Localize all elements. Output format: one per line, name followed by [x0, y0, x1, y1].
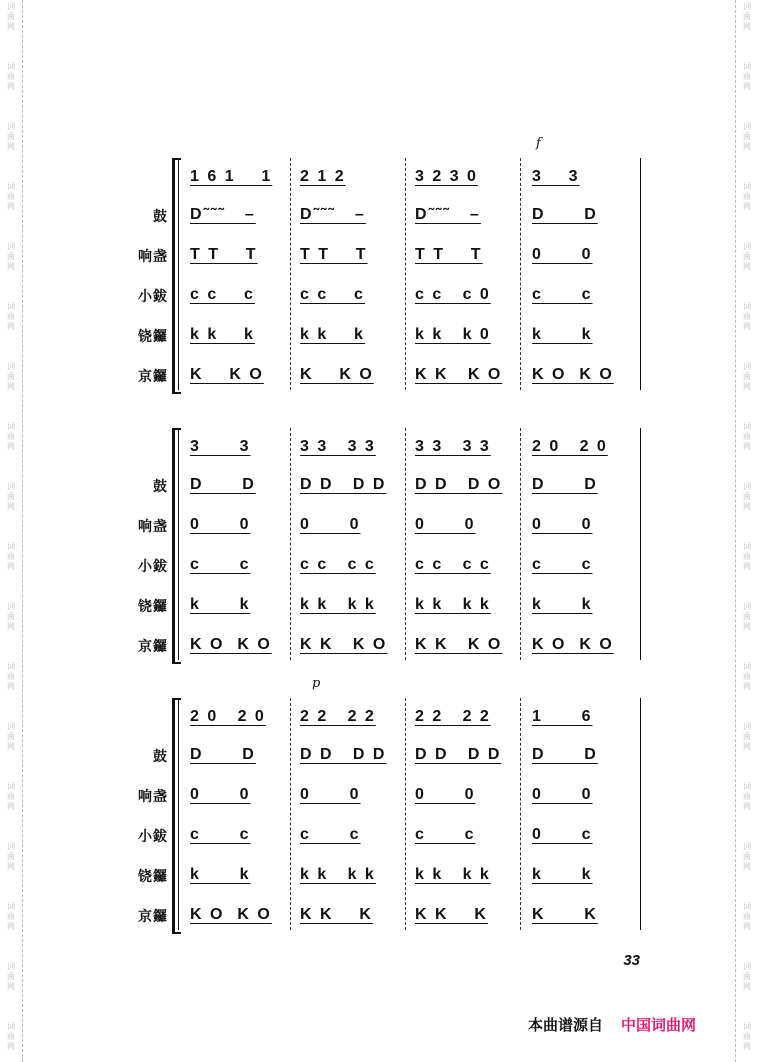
melody-measure: 1 6 [532, 708, 593, 725]
watermark-glyph-group: 词 曲 网 [7, 782, 15, 811]
instrument-label: 小鈸 [138, 829, 168, 845]
system-brace [172, 158, 181, 394]
watermark-glyph-group: 词 曲 网 [743, 662, 751, 691]
melody-measure: 2 0 2 0 [190, 708, 266, 725]
watermark-glyph-group: 词 曲 网 [7, 722, 15, 751]
watermark-glyph-group: 词 曲 网 [7, 362, 15, 391]
percussion-measure: c c c c [300, 556, 376, 573]
percussion-measure: 0 0 [190, 516, 251, 533]
percussion-measure: 0 0 [532, 786, 593, 803]
source-label: 本曲谱源自 [528, 1016, 604, 1034]
percussion-measure: K K K O [415, 366, 503, 383]
system-brace [172, 428, 181, 664]
barline [405, 158, 406, 390]
instrument-label: 响盏 [138, 519, 168, 535]
percussion-measure: c c [190, 826, 251, 843]
percussion-measure: K K K O [415, 636, 503, 653]
watermark-glyph-group: 词 曲 网 [7, 422, 15, 451]
percussion-measure: k k k k [300, 866, 376, 883]
percussion-measure: D D D D [300, 746, 387, 763]
percussion-measure: k k k k [415, 866, 491, 883]
percussion-measure: k k [532, 596, 593, 613]
melody-measure: 2 2 2 2 [300, 708, 376, 725]
percussion-measure: 0 0 [415, 786, 476, 803]
watermark-glyph-group: 词 曲 网 [743, 242, 751, 271]
barline [290, 428, 291, 660]
dynamic-marking: f [536, 136, 541, 151]
watermark-glyph-group: 词 曲 网 [7, 842, 15, 871]
percussion-measure: D D D D [300, 476, 387, 493]
percussion-measure: K O K O [532, 366, 614, 383]
instrument-label: 鼓 [153, 749, 168, 765]
percussion-measure: K K O [190, 366, 264, 383]
percussion-measure: k k k [190, 326, 255, 343]
instrument-label: 铙鑼 [138, 329, 168, 345]
percussion-measure: K K [532, 906, 598, 923]
watermark-glyph-group: 词 曲 网 [7, 302, 15, 331]
instrument-label: 小鈸 [138, 559, 168, 575]
percussion-measure: K K K [300, 906, 373, 923]
melody-measure: 2 0 2 0 [532, 438, 608, 455]
barline [405, 428, 406, 660]
percussion-measure: T T T [415, 246, 483, 263]
melody-measure: 3 3 [532, 168, 580, 185]
percussion-measure: K O K O [190, 636, 272, 653]
melody-measure: 1 6 1 1 [190, 168, 273, 185]
melody-measure: 3 3 [190, 438, 251, 455]
percussion-measure: c c c c [415, 556, 491, 573]
percussion-measure: T T T [300, 246, 368, 263]
percussion-measure: k k k k [300, 596, 376, 613]
watermark-glyph-group: 词 曲 网 [7, 242, 15, 271]
watermark-glyph-group: 词 曲 网 [743, 2, 751, 31]
barline [405, 698, 406, 930]
source-site-link[interactable]: 中国词曲网 [621, 1016, 697, 1034]
barline [178, 428, 179, 660]
watermark-glyph-group: 词 曲 网 [7, 482, 15, 511]
percussion-measure: D D D O [415, 476, 503, 493]
watermark-glyph-group: 词 曲 网 [7, 542, 15, 571]
watermark-glyph-group: 词 曲 网 [743, 722, 751, 751]
percussion-measure: K O K O [532, 636, 614, 653]
watermark-glyph-group: 词 曲 网 [7, 902, 15, 931]
percussion-measure: k k [190, 866, 251, 883]
percussion-measure: D D [532, 746, 598, 763]
watermark-glyph-group: 词 曲 网 [743, 842, 751, 871]
percussion-measure: D D [190, 476, 256, 493]
percussion-measure: k k [532, 326, 593, 343]
watermark-glyph-group: 词 曲 网 [743, 122, 751, 151]
percussion-measure: D D [532, 476, 598, 493]
percussion-measure: 0 0 [190, 786, 251, 803]
instrument-label: 京鑼 [138, 909, 168, 925]
watermark-glyph-group: 词 曲 网 [7, 1022, 15, 1051]
barline [520, 428, 521, 660]
percussion-measure: c c c [300, 286, 365, 303]
instrument-label: 京鑼 [138, 369, 168, 385]
watermark-glyph-group: 词 曲 网 [743, 362, 751, 391]
instrument-label: 京鑼 [138, 639, 168, 655]
barline [290, 698, 291, 930]
source-attribution [528, 1014, 696, 1035]
watermark-glyph-group: 词 曲 网 [743, 782, 751, 811]
barline [640, 428, 641, 660]
page-number: 33 [623, 952, 640, 969]
melody-measure: 3 2 3 0 [415, 168, 478, 185]
system-brace [172, 698, 181, 934]
barline [178, 158, 179, 390]
percussion-measure: k k [190, 596, 251, 613]
percussion-measure: D˜˜˜ – [190, 206, 256, 223]
barline [640, 158, 641, 390]
instrument-label: 响盏 [138, 789, 168, 805]
percussion-measure: c c [532, 556, 593, 573]
percussion-measure: c c [532, 286, 593, 303]
instrument-label: 铙鑼 [138, 869, 168, 885]
percussion-measure: D˜˜˜ – [415, 206, 481, 223]
instrument-label: 鼓 [153, 209, 168, 225]
percussion-measure: D˜˜˜ – [300, 206, 366, 223]
melody-measure: 2 1 2 [300, 168, 346, 185]
watermark-glyph-group: 词 曲 网 [743, 62, 751, 91]
percussion-measure: c c [190, 556, 251, 573]
watermark-glyph-group: 词 曲 网 [7, 662, 15, 691]
percussion-measure: k k k [300, 326, 365, 343]
instrument-label: 小鈸 [138, 289, 168, 305]
watermark-glyph-group: 词 曲 网 [743, 1022, 751, 1051]
percussion-measure: D D [532, 206, 598, 223]
watermark-glyph-group: 词 曲 网 [743, 602, 751, 631]
right-watermark-strip [735, 0, 760, 1062]
watermark-glyph-group: 词 曲 网 [743, 182, 751, 211]
watermark-glyph-group: 词 曲 网 [7, 62, 15, 91]
percussion-measure: c c c [190, 286, 255, 303]
percussion-measure: K K K [415, 906, 488, 923]
barline [520, 698, 521, 930]
barline [178, 698, 179, 930]
percussion-measure: c c c 0 [415, 286, 491, 303]
percussion-measure: k k [532, 866, 593, 883]
watermark-glyph-group: 词 曲 网 [743, 302, 751, 331]
percussion-measure: K K K O [300, 636, 388, 653]
watermark-glyph-group: 词 曲 网 [743, 902, 751, 931]
percussion-measure: K K O [300, 366, 374, 383]
percussion-measure: 0 0 [300, 516, 361, 533]
percussion-measure: D D [190, 746, 256, 763]
percussion-measure: k k k k [415, 596, 491, 613]
barline [290, 158, 291, 390]
watermark-glyph-group: 词 曲 网 [743, 422, 751, 451]
barline [640, 698, 641, 930]
instrument-label: 铙鑼 [138, 599, 168, 615]
percussion-measure: 0 0 [415, 516, 476, 533]
watermark-glyph-group: 词 曲 网 [7, 2, 15, 31]
percussion-measure: D D D D [415, 746, 502, 763]
watermark-glyph-group: 词 曲 网 [7, 602, 15, 631]
percussion-measure: T T T [190, 246, 258, 263]
percussion-measure: 0 0 [300, 786, 361, 803]
melody-measure: 3 3 3 3 [300, 438, 376, 455]
left-watermark-strip [0, 0, 23, 1062]
melody-measure: 2 2 2 2 [415, 708, 491, 725]
melody-measure: 3 3 3 3 [415, 438, 491, 455]
watermark-glyph-group: 词 曲 网 [743, 962, 751, 991]
percussion-measure: 0 c [532, 826, 593, 843]
percussion-measure: 0 0 [532, 246, 593, 263]
watermark-glyph-group: 词 曲 网 [743, 542, 751, 571]
instrument-label: 响盏 [138, 249, 168, 265]
percussion-measure: 0 0 [532, 516, 593, 533]
percussion-measure: k k k 0 [415, 326, 491, 343]
watermark-glyph-group: 词 曲 网 [743, 482, 751, 511]
dynamic-marking: p [312, 676, 321, 691]
instrument-label: 鼓 [153, 479, 168, 495]
percussion-measure: K O K O [190, 906, 272, 923]
barline [520, 158, 521, 390]
percussion-measure: c c [300, 826, 361, 843]
watermark-glyph-group: 词 曲 网 [7, 962, 15, 991]
watermark-glyph-group: 词 曲 网 [7, 122, 15, 151]
percussion-measure: c c [415, 826, 476, 843]
watermark-glyph-group: 词 曲 网 [7, 182, 15, 211]
